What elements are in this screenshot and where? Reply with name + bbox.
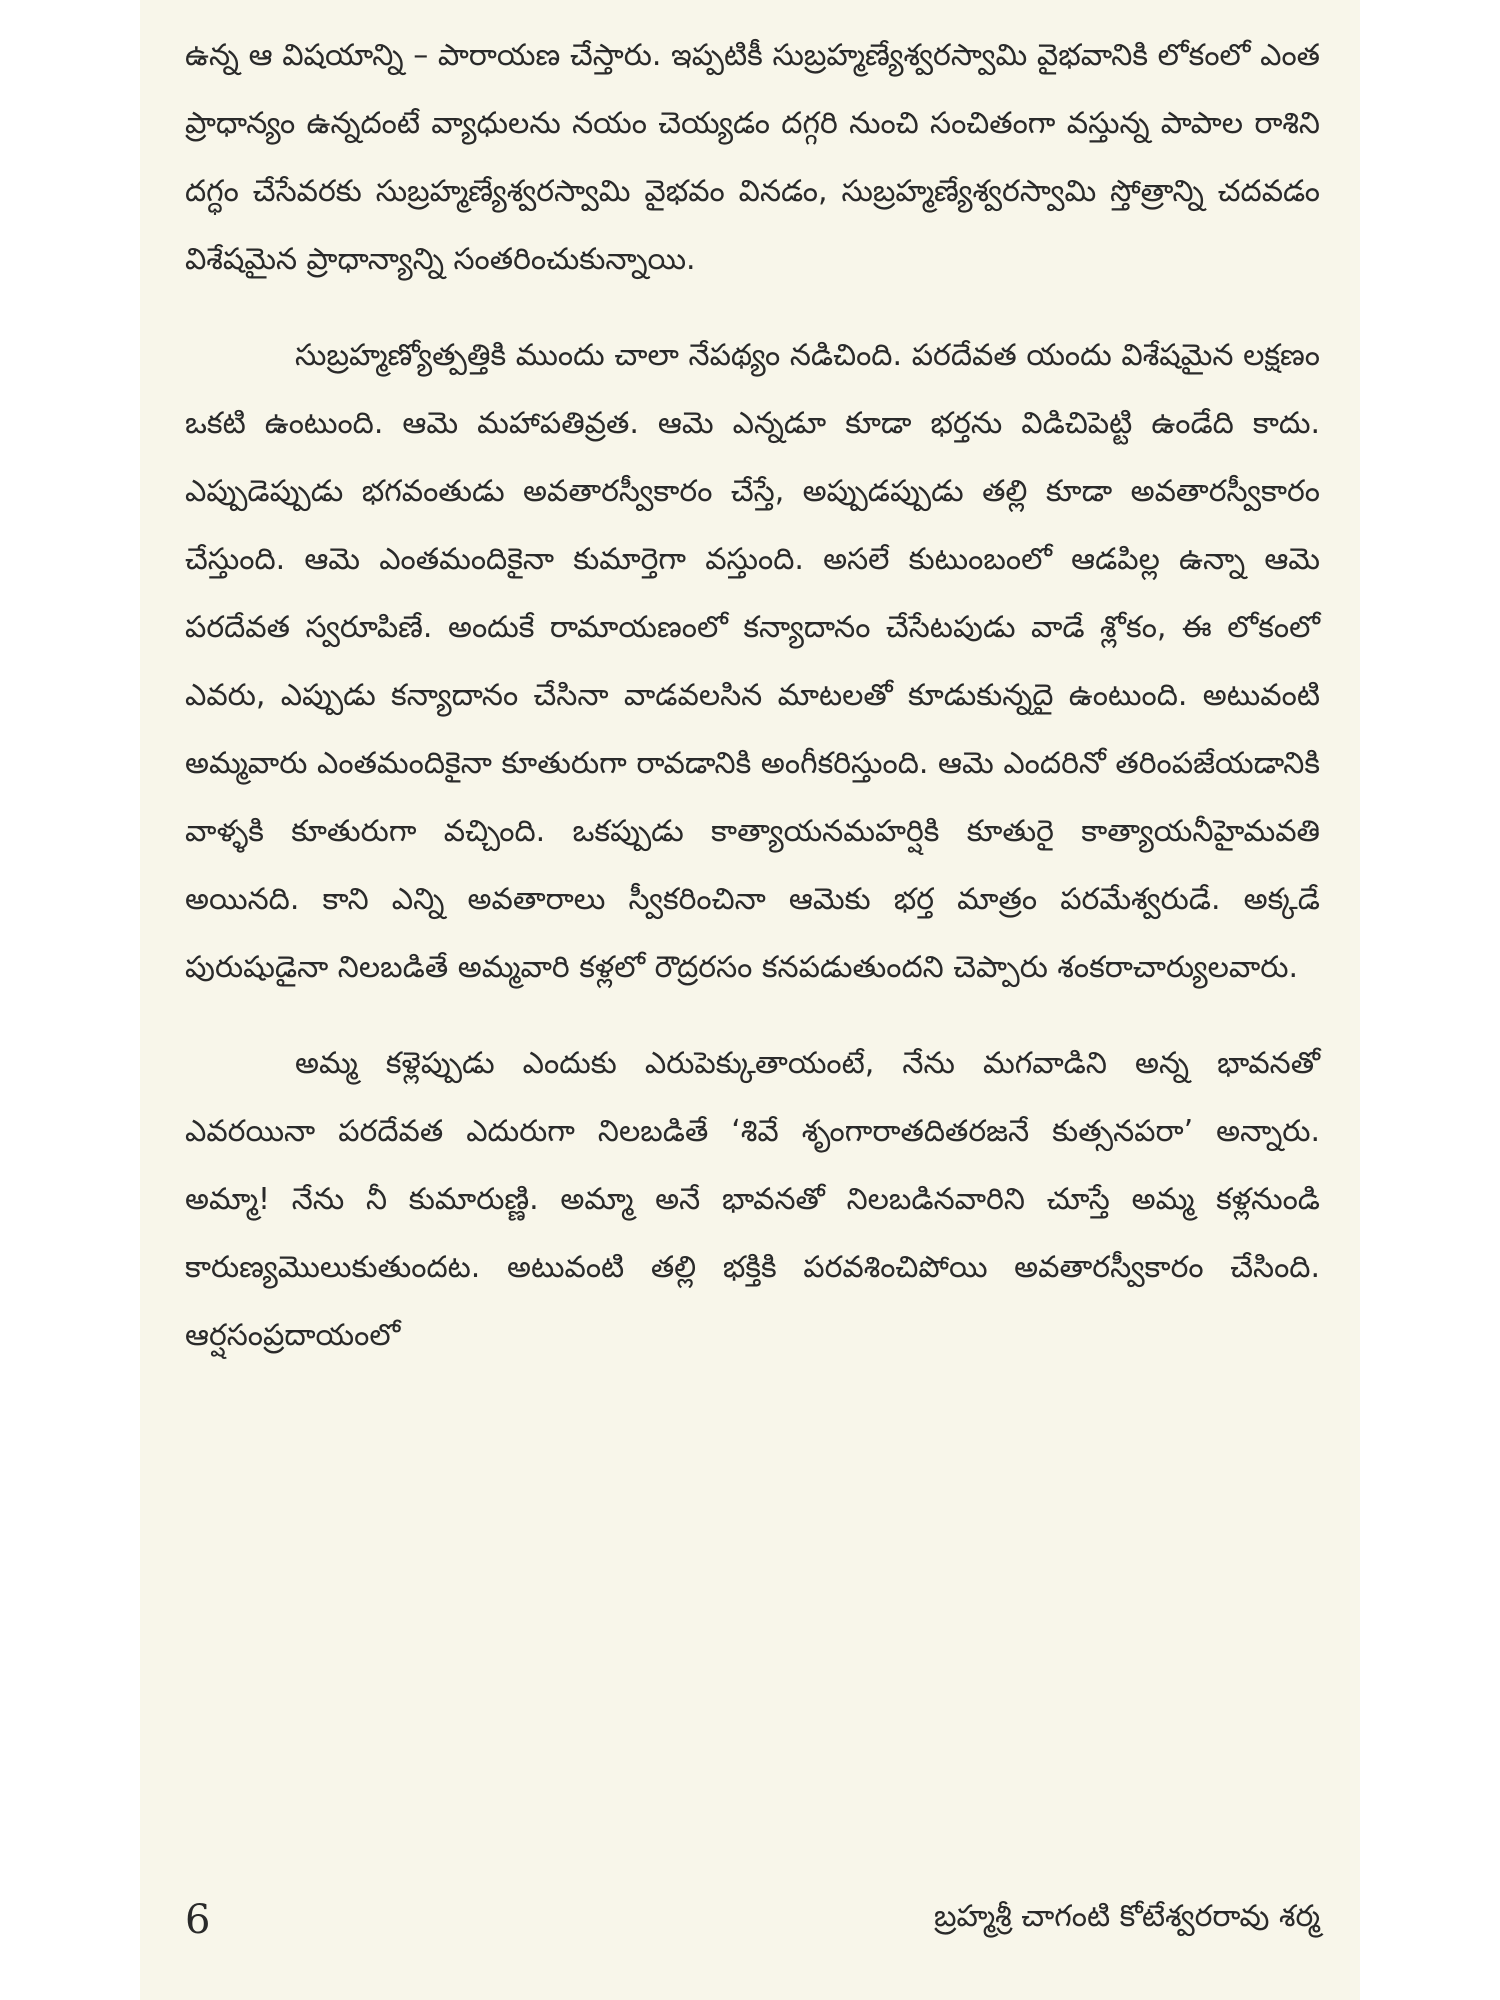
paragraph-2: సుబ్రహ్మణ్యోత్పత్తికి ముందు చాలా నేపథ్యం నడిచింది. పరదేవత యందు విశేషమైన లక్షణం ఒకటి ఉంటుంది. ఆమె మహాపతివ్రత. ఆమె ఎన్నడూ కూడా భర్తను విడిచిపెట్టి ఉండేది కాదు. ఎప్పుడెప్పుడు భగవంతుడు అవతారస్వీకారం చేస్తే, అప్పుడప్పుడు తల్లి కూడా అవతారస్వీకారం చేస్తుంది. ఆమె ఎంతమందికైనా కుమార్తెగా వస్తుంది. అసలే కుటుంబంలో ఆడపిల్ల ఉన్నా ఆమె పరదేవత స్వరూపిణే. అందుకే రామాయణంలో కన్యాదానం చేసేటపుడు వాడే శ్లోకం, ఈ లోకంలో ఎవరు, ఎప్పుడు కన్యాదానం చేసినా వాడవలసిన మాటలతో కూడుకున్నదై ఉంటుంది. అటువంటి అమ్మవారు ఎంతమందికైనా కూతురుగా రావడానికి అంగీకరిస్తుంది. ఆమె ఎందరినో తరింపజేయడానికి వాళ్ళకి కూతురుగా వచ్చింది. ఒకప్పుడు కాత్యాయనమహర్షికి కూతురై కాత్యాయనీహైమవతి అయినది. కాని ఎన్ని అవతారాలు స్వీకరించినా ఆమెకు భర్త మాత్రం పరమేశ్వరుడే. అక్కడే పురుషుడైనా నిలబడితే అమ్మవారి కళ్లలో రౌద్రరసం కనపడుతుందని చెప్పారు శంకరాచార్యులవారు.: [185, 338, 1320, 985]
page-number: 6: [185, 1897, 211, 1943]
author-name: బ్రహ్మశ్రీ చాగంటి కోటేశ్వరరావు శర్మ: [934, 1899, 1320, 1934]
book-page: [140, 0, 1360, 2000]
page-footer: [185, 1890, 1320, 1950]
paragraph-1: ఉన్న ఆ విషయాన్ని – పారాయణ చేస్తారు. ఇప్పటికీ సుబ్రహ్మణ్యేశ్వరస్వామి వైభవానికి లోకంలో ఎంత ప్రాధాన్యం ఉన్నదంటే వ్యాధులను నయం చెయ్యడం దగ్గరి నుంచి సంచితంగా వస్తున్న పాపాల రాశిని దగ్ధం చేసేవరకు సుబ్రహ్మణ్యేశ్వరస్వామి వైభవం వినడం, సుబ్రహ్మణ్యేశ్వరస్వామి స్తోత్రాన్ని చదవడం విశేషమైన ప్రాధాన్యాన్ని సంతరించుకున్నాయి.: [185, 38, 1320, 277]
paragraph-3: అమ్మ కళ్లెప్పుడు ఎందుకు ఎరుపెక్కుతాయంటే, నేను మగవాడిని అన్న భావనతో ఎవరయినా పరదేవత ఎదురుగా నిలబడితే ‘శివే శృంగారాతదితరజనే కుత్సనపరా’ అన్నారు. అమ్మా! నేను నీ కుమారుణ్ణి. అమ్మా అనే భావనతో నిలబడినవారిని చూస్తే అమ్మ కళ్లనుండి కారుణ్యమొలుకుతుందట. అటువంటి తల్లి భక్తికి పరవశించిపోయి అవతారస్వీకారం చేసింది. ఆర్షసంప్రదాయంలో: [185, 1046, 1320, 1353]
